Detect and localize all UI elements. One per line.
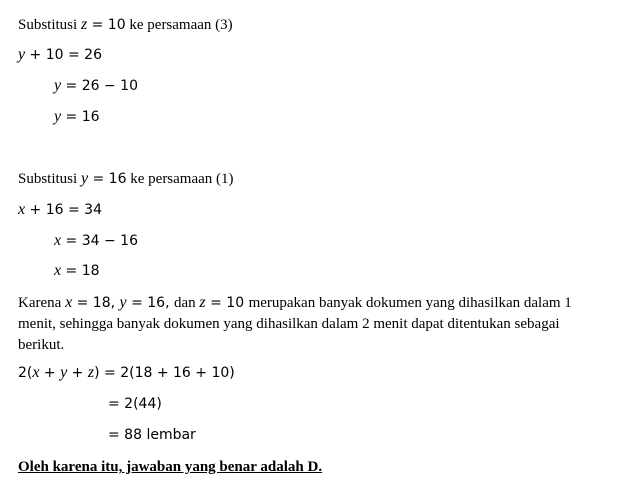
equation-part: = 16, [126,295,174,311]
conclusion-text: Oleh karena itu, jawaban yang benar adalah D. [18,459,323,475]
block2-equation-2 [54,232,138,250]
heading-text: ke persamaan (3) [125,17,233,33]
paragraph-text: dan [174,295,200,311]
block1-equation-1 [18,46,102,64]
variable: y [54,77,62,94]
variable: x [32,364,40,381]
equation-part: = 10 [87,17,126,33]
equation-part: = 18 [61,263,100,279]
variable: z [199,294,206,311]
variable: z [80,16,88,33]
heading-text: Substitusi [18,17,81,33]
variable: x [65,294,73,311]
block2-heading [18,170,234,188]
calc-line-1 [18,364,235,382]
heading-text: ke persamaan (1) [126,171,234,187]
block1-heading [18,16,233,34]
variable: x [18,201,26,218]
variable: y [60,364,68,381]
equation-part: + 10 = 26 [25,47,102,63]
block2-equation-3 [54,262,100,280]
calc-line-2: = 2(44) [108,396,162,412]
paragraph-text: Karena [18,295,66,311]
variable: x [54,262,62,279]
equation-part: = 16 [88,171,127,187]
variable: x [54,232,62,249]
equation-part: 2( [18,365,33,381]
variable: z [87,364,95,381]
equation-part: + 16 = 34 [25,202,102,218]
paragraph-text: merupakan banyak dokumen yang dihasilkan dalam 1 menit, sehingga banyak dokumen yang dihasilkan dalam 2 menit dapat ditentukan sebagai berikut. [18,295,572,353]
variable: y [18,46,26,63]
variable: y [80,170,89,187]
equation-part: = 26 − 10 [61,78,138,94]
summary-paragraph [18,292,608,356]
block1-equation-2 [54,77,138,95]
block1-equation-3 [54,108,100,126]
equation-part: = 18, [72,295,120,311]
heading-text: Substitusi [18,171,81,187]
equation-part: + [39,365,61,381]
equation-part: + [67,365,88,381]
variable: y [119,294,127,311]
equation-part: ) = 2(18 + 16 + 10) [94,365,235,381]
block2-equation-1 [18,201,102,219]
equation-part: = 10 [205,295,249,311]
variable: y [54,108,62,125]
equation-part: = 34 − 16 [61,233,138,249]
equation-part: = 16 [61,109,100,125]
calc-line-3: = 88 lembar [108,427,196,443]
